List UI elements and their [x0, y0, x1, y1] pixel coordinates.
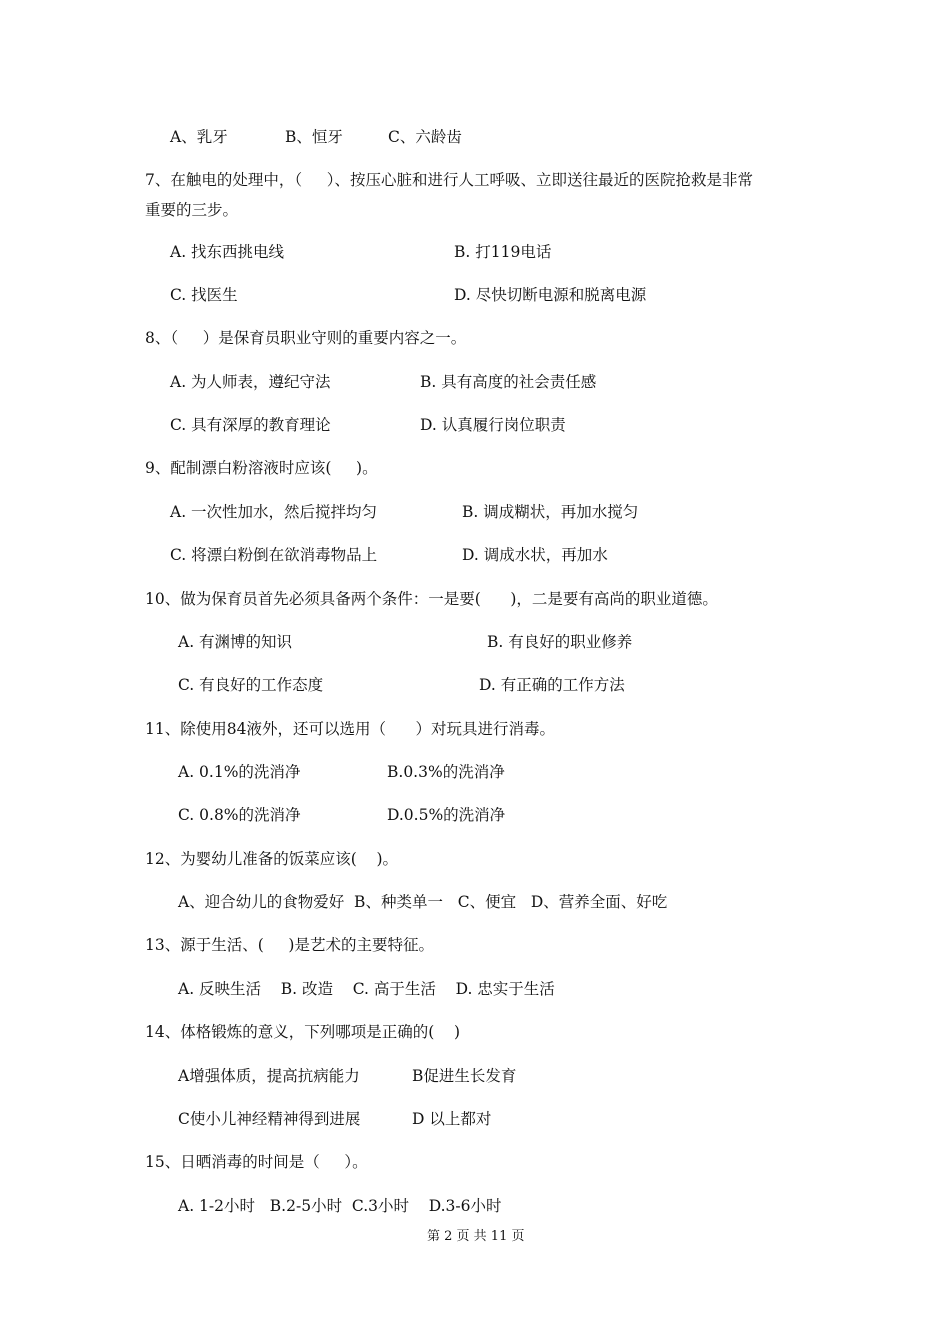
- q7-stem-continued: 重要的三步。: [145, 201, 239, 219]
- q8-option-c: C. 具有深厚的教育理论: [170, 416, 331, 434]
- q6-option-b: B、恒牙: [285, 128, 343, 146]
- q10-option-d: D. 有正确的工作方法: [479, 676, 625, 694]
- q8-option-a: A. 为人师表，遵纪守法: [170, 373, 331, 391]
- q8-stem: 8、（ ）是保育员职业守则的重要内容之一。: [145, 329, 467, 347]
- q11-option-c: C. 0.8%的洗消净: [178, 806, 301, 824]
- q15-stem: 15、日晒消毒的时间是（ ）。: [145, 1153, 368, 1171]
- q10-option-c: C. 有良好的工作态度: [178, 676, 324, 694]
- q13-stem: 13、源于生活、( )是艺术的主要特征。: [145, 936, 434, 954]
- q15-options: A. 1-2小时 B.2-5小时 C.3小时 D.3-6小时: [178, 1197, 502, 1215]
- q14-option-c: C使小儿神经精神得到进展: [178, 1110, 361, 1128]
- q14-option-a: A增强体质，提高抗病能力: [178, 1067, 360, 1085]
- q7-option-d: D. 尽快切断电源和脱离电源: [454, 286, 647, 304]
- q14-option-b: B促进生长发育: [412, 1067, 517, 1085]
- q9-stem: 9、配制漂白粉溶液时应该( )。: [145, 459, 378, 477]
- q12-stem: 12、为婴幼儿准备的饭菜应该( )。: [145, 850, 399, 868]
- q11-option-d: D.0.5%的洗消净: [387, 806, 506, 824]
- q7-option-b: B. 打119电话: [454, 243, 552, 261]
- q9-option-b: B. 调成糊状，再加水搅匀: [462, 503, 639, 521]
- q6-option-c: C、六龄齿: [388, 128, 462, 146]
- q8-option-b: B. 具有高度的社会责任感: [420, 373, 597, 391]
- q11-option-a: A. 0.1%的洗消净: [178, 763, 301, 781]
- q14-option-d: D 以上都对: [412, 1110, 492, 1128]
- q10-option-b: B. 有良好的职业修养: [487, 633, 633, 651]
- q10-stem: 10、做为保育员首先必须具备两个条件：一是要( )，二是要有高尚的职业道德。: [145, 590, 718, 608]
- q6-option-a: A、乳牙: [170, 128, 228, 146]
- q9-option-d: D. 调成水状，再加水: [462, 546, 608, 564]
- q11-stem: 11、除使用84液外，还可以选用（ ）对玩具进行消毒。: [145, 720, 556, 738]
- q8-option-d: D. 认真履行岗位职责: [420, 416, 566, 434]
- q7-option-c: C. 找医生: [170, 286, 238, 304]
- q7-stem: 7、在触电的处理中，（ ）、按压心脏和进行人工呼吸、立即送往最近的医院抢救是非常: [145, 171, 753, 189]
- q9-option-a: A. 一次性加水，然后搅拌均匀: [170, 503, 378, 521]
- q11-option-b: B.0.3%的洗消净: [387, 763, 505, 781]
- q7-option-a: A. 找东西挑电线: [170, 243, 285, 261]
- q14-stem: 14、体格锻炼的意义，下列哪项是正确的( ): [145, 1023, 461, 1041]
- q13-options: A. 反映生活 B. 改造 C. 高于生活 D. 忠实于生活: [178, 980, 555, 998]
- page-footer: 第 2 页 共 11 页: [427, 1229, 525, 1244]
- q10-option-a: A. 有渊博的知识: [178, 633, 293, 651]
- q12-options: A、迎合幼儿的食物爱好 B、种类单一 C、便宜 D、营养全面、好吃: [178, 893, 668, 911]
- q9-option-c: C. 将漂白粉倒在欲消毒物品上: [170, 546, 378, 564]
